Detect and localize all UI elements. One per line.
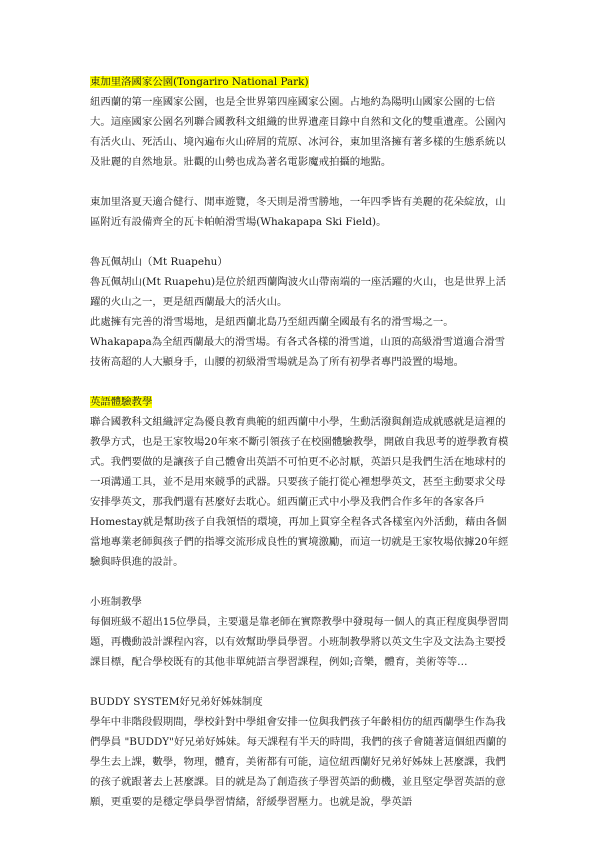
spacer bbox=[90, 232, 515, 252]
tongariro-paragraph-1: 紐西蘭的第一座國家公園，也是全世界第四座國家公園。占地約為陽明山國家公園的七倍大。這座國家公園名列聯合國教科文組織的世界遺產目錄中自然和文化的雙重遺產。公園內有活火山、死活山、境內遍布火山碎屑的荒原、冰河谷，東加里洛擁有著多樣的生態系統以及壯麗的自然地景。壯觀的山勢也成為著名電影魔戒拍攝的地點。 bbox=[90, 96, 506, 168]
english-paragraph-1: 聯合國教科文組織評定為優良教育典範的紐西蘭中小學，生動活潑與創造成就感就是這裡的教學方式，也是王家牧場20年來不斷引領孩子在校園體驗教學，開啟自我思考的遊學教育模式。我們要做的是讓孩子自己體會出英語不可怕更不必討厭，英語只是我們生活在地球村的一項溝通工具，並不是用來競爭的武器。只要孩子能打從心裡想學英文，甚至主動要求父母安排學英文，那我們還有甚麼好去耽心。紐西蘭正式中小學及我們合作多年的各家各戶Homestay就是幫助孩子自我領悟的環境，再加上貫穿全程各式各樣室內外活動，藉由各個當地專業老師與孩子們的指導交流形成良性的實境激勵，而這一切就是王家牧場依據20年經驗與時俱進的設計。 bbox=[90, 416, 509, 568]
ruapehu-title: 魯瓦佩胡山（Mt Ruapehu） bbox=[90, 256, 228, 268]
ruapehu-paragraph-2: 此處擁有完善的滑雪場地，是紐西蘭北島乃至紐西蘭全國最有名的滑雪場之一。 bbox=[90, 316, 454, 328]
tongariro-paragraph-2: 東加里洛夏天適合健行、閒車遊覽，冬天則是滑雪勝地，一年四季皆有美麗的花朵綻放，山區附近有設備齊全的瓦卡帕帕滑雪場(Whakapapa Ski Field)。 bbox=[90, 196, 506, 228]
spacer bbox=[90, 372, 515, 392]
spacer bbox=[90, 572, 515, 592]
english-heading-text: 英語體驗教學 bbox=[90, 396, 153, 408]
buddy-title: BUDDY SYSTEM好兄弟好姊妹制度 bbox=[90, 696, 263, 708]
spacer bbox=[90, 172, 515, 192]
small-class-title: 小班制教學 bbox=[90, 596, 142, 608]
ruapehu-paragraph-1: 魯瓦佩胡山(Mt Ruapehu)是位於紐西蘭陶波火山帶南端的一座活躍的火山，也是世界上活躍的火山之一，更是紐西蘭最大的活火山。 bbox=[90, 276, 507, 308]
document-body bbox=[90, 72, 515, 812]
spacer bbox=[90, 672, 515, 692]
english-heading bbox=[90, 392, 515, 412]
buddy-paragraph-1: 學年中非階段假期間，學校針對中學組會安排一位與我們孩子年齡相仿的紐西蘭學生作為我們學員 "BUDDY"好兄弟好姊妹。每天課程有半天的時間，我們的孩子會隨著這個紐西蘭的學生去上課，數學，物理，體育，美術都有可能，這位紐西蘭好兄弟好姊妹上甚麼課，我們的孩子就跟著去上甚麼課。目的就是為了創造孩子學習英語的動機，並且堅定學習英語的意願，更重要的是穩定學員學習情緒，舒緩學習壓力。也就是說，學英語 bbox=[90, 716, 507, 808]
small-class-paragraph-1: 每個班級不超出15位學員，主要還是靠老師在實際教學中發現每一個人的真正程度與學習問題，再機動設計課程內容，以有效幫助學員學習。小班制教學將以英文生字及文法為主要授課目標，配合學校既有的其他非單純語言學習課程，例如;音樂，體育，美術等等… bbox=[90, 616, 509, 668]
tongariro-heading-text: 東加里洛國家公園(Tongariro National Park) bbox=[90, 76, 309, 88]
ruapehu-paragraph-3: Whakapapa為全紐西蘭最大的滑雪場。有各式各樣的滑雪道，山頂的高級滑雪道適合滑雪技術高超的人大顯身手，山腰的初級滑雪場就是為了所有初學者專門設置的場地。 bbox=[90, 336, 506, 368]
tongariro-heading bbox=[90, 72, 515, 92]
